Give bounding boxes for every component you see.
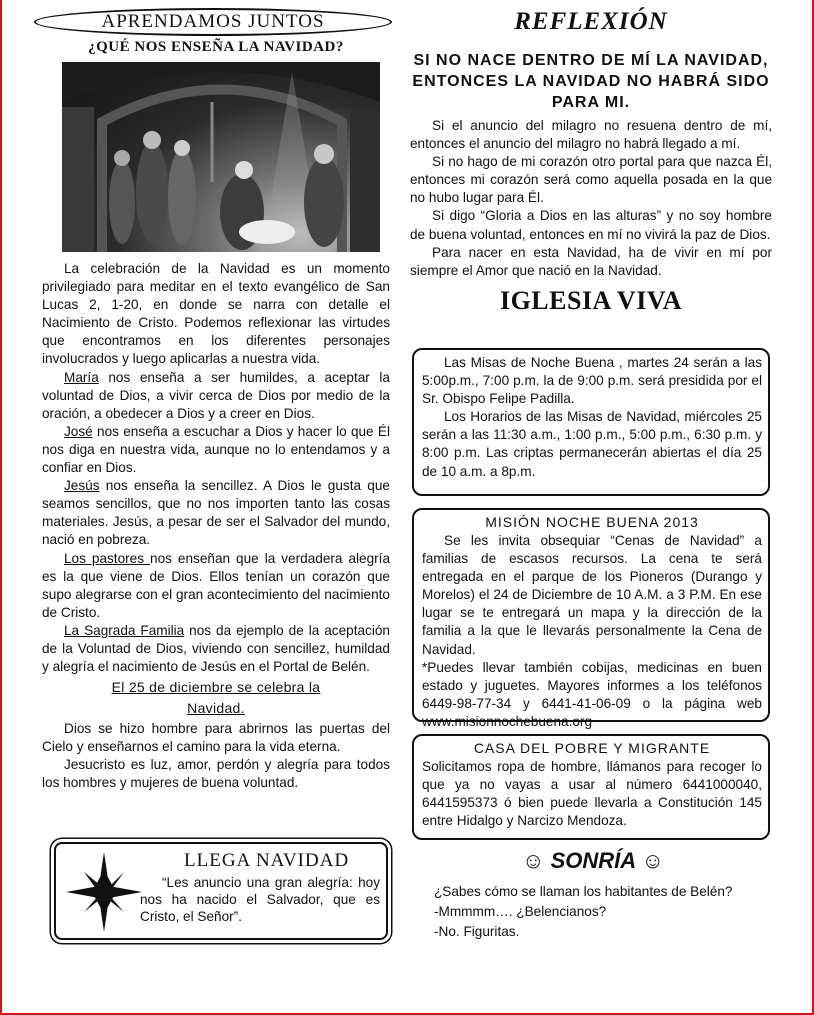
maria-name: María xyxy=(64,369,99,385)
llega-navidad-box xyxy=(54,842,388,940)
casa-title: CASA DEL POBRE Y MIGRANTE xyxy=(473,740,711,756)
sagrada-familia-paragraph xyxy=(42,622,390,676)
jose-text: nos enseña a escuchar a Dios y hacer lo que Él nos diga en nuestra vida, aunque no lo entendamos y a confiar en Dios. xyxy=(42,423,390,476)
misas-noche-buena-text: Las Misas de Noche Buena , martes 24 serán a las 5:00p.m., 7:00 p.m. la de 9:00 p.m. será presidida por el Sr. Obispo Felipe Padilla. xyxy=(422,355,762,407)
maria-paragraph xyxy=(42,369,390,423)
date-line-1: El 25 de diciembre se celebra la xyxy=(111,679,321,696)
llega-title: LLEGA NAVIDAD xyxy=(184,850,350,871)
closing-paragraph-1: Dios se hizo hombre para abrirnos las puertas del Cielo y enseñarnos el camino para la vida eterna. xyxy=(42,721,390,755)
joke-line-3: -No. Figuritas. xyxy=(434,924,520,939)
jose-name: José xyxy=(64,423,93,439)
misas-box xyxy=(412,348,770,496)
nativity-scene-image xyxy=(62,62,380,252)
mision-text: Se les invita obsequiar “Cenas de Navidad” a familias de escasos recursos. La cena te será entregada en el parque de los Pioneros (Durango y Morelos) el 24 de Diciembre de 10 A.M. a 3 P.M. En ese lugar se te entregará un mapa y la dirección de la familia a la que le llevarás personalmente la Cena de Navidad. xyxy=(422,533,762,657)
llega-quote: “Les anuncio una gran alegría: hoy nos ha nacido el Salvador, que es Cristo, el Señor”. xyxy=(140,875,380,924)
reflexion-paragraph-1: Si el anuncio del milagro no resuena dentro de mí, entonces el anuncio del milagro no habrá llegado a mí. xyxy=(410,118,772,152)
pastores-name: Los pastores xyxy=(64,550,151,566)
reflexion-paragraph-4: Para nacer en esta Navidad, ha de vivir en mí por siempre el Amor que nació en la Navidad. xyxy=(410,244,772,278)
sagrada-familia-text: nos da ejemplo de la aceptación de la Voluntad de Dios, viviendo con sencillez, humildad y alegría el nacimiento de Jesús en el Portal de Belén. xyxy=(42,622,390,675)
joke-block xyxy=(434,882,774,942)
right-column xyxy=(410,8,772,326)
intro-paragraph: La celebración de la Navidad es un momento privilegiado para meditar en el texto evangélico de San Lucas 2, 1-20, en donde se narra con detalle el Nacimiento de Cristo. Podemos reflexionar las virtudes que encontramos en los diferentes personajes involucrados y luego aplicarlas a nuestra vida. xyxy=(42,261,390,367)
jesus-paragraph xyxy=(42,477,390,549)
maria-text: nos enseña a ser humildes, a aceptar la voluntad de Dios, a vivir cerca de Dios por medio de la oración, a obedecer a Dios y a creer en Dios. xyxy=(42,369,390,421)
mision-title: MISIÓN NOCHE BUENA 2013 xyxy=(485,514,699,530)
jesus-text: nos enseña la sencillez. A Dios le gusta que seamos sencillos, que no nos importen tanto las cosas materiales. Jesús, a pesar de ser el Salvador del mundo, nació en pobreza. xyxy=(42,478,390,548)
pastores-text: nos enseñan que la verdadera alegría es la que viene de Dios. Ellos tenían un corazón que supo alegrarse con el gran acontecimiento del nacimiento de Cristo. xyxy=(42,550,391,620)
closing-paragraph-2: Jesucristo es luz, amor, perdón y alegría para todos los hombres y mujeres de buena voluntad. xyxy=(42,757,390,791)
nativity-photo xyxy=(62,62,380,252)
casa-del-pobre-box xyxy=(412,734,770,840)
banner-title: APRENDAMOS JUNTOS xyxy=(34,8,392,36)
left-column xyxy=(42,8,390,793)
jesus-name: Jesús xyxy=(64,478,100,494)
pastores-paragraph xyxy=(42,550,390,622)
date-line-2: Navidad. xyxy=(187,700,245,717)
sonria-title: ☺ SONRÍA ☺ xyxy=(522,848,664,873)
reflexion-paragraph-2: Si no hago de mi corazón otro portal para que nazca Él, entonces mi corazón será como aquella posada en la que no hubo lugar para Él. xyxy=(410,154,772,206)
mision-noche-buena-box xyxy=(412,508,770,729)
sagrada-familia-name: La Sagrada Familia xyxy=(64,622,185,638)
joke-line-1: ¿Sabes cómo se llaman los habitantes de Belén? xyxy=(434,884,733,899)
reflexion-title: REFLEXIÓN xyxy=(514,8,668,35)
section-subtitle: ¿QUÉ NOS ENSEÑA LA NAVIDAD? xyxy=(88,39,344,55)
reflexion-paragraph-3: Si digo “Gloria a Dios en las alturas” y no soy hombre de buena voluntad, entonces en mí no vivirá la paz de Dios. xyxy=(410,208,772,242)
jose-paragraph xyxy=(42,423,390,477)
iglesia-viva-title: IGLESIA VIVA xyxy=(499,285,683,315)
star-icon xyxy=(64,850,144,934)
casa-text: Solicitamos ropa de hombre, llámanos para recoger lo que ya no vayas a usar al número 6441000040, 6441595373 ó bien puede llevarla a Constitución 145 entre Hidalgo y Narcizo Mendoza. xyxy=(422,759,762,829)
joke-line-2: -Mmmmm…. ¿Belencianos? xyxy=(434,904,607,919)
mision-extra-text: *Puedes llevar también cobijas, medicinas en buen estado y juguetes. Mayores informes a los teléfonos 6449-98-77-34 y 6441-41-06-09 o la página web www.misionnochebuena.org xyxy=(422,659,762,729)
reflexion-headline: SI NO NACE DENTRO DE MÍ LA NAVIDAD, ENTONCES LA NAVIDAD NO HABRÁ SIDO PARA MI. xyxy=(412,52,770,111)
misas-navidad-text: Los Horarios de las Misas de Navidad, miércoles 25 serán a las 11:30 a.m., 1:00 p.m., 5:00 p.m., 6:30 p.m. y 8:00 p.m. Las criptas permanecerán abiertas el día 25 de 10 a.m. a 8p.m. xyxy=(422,409,762,479)
